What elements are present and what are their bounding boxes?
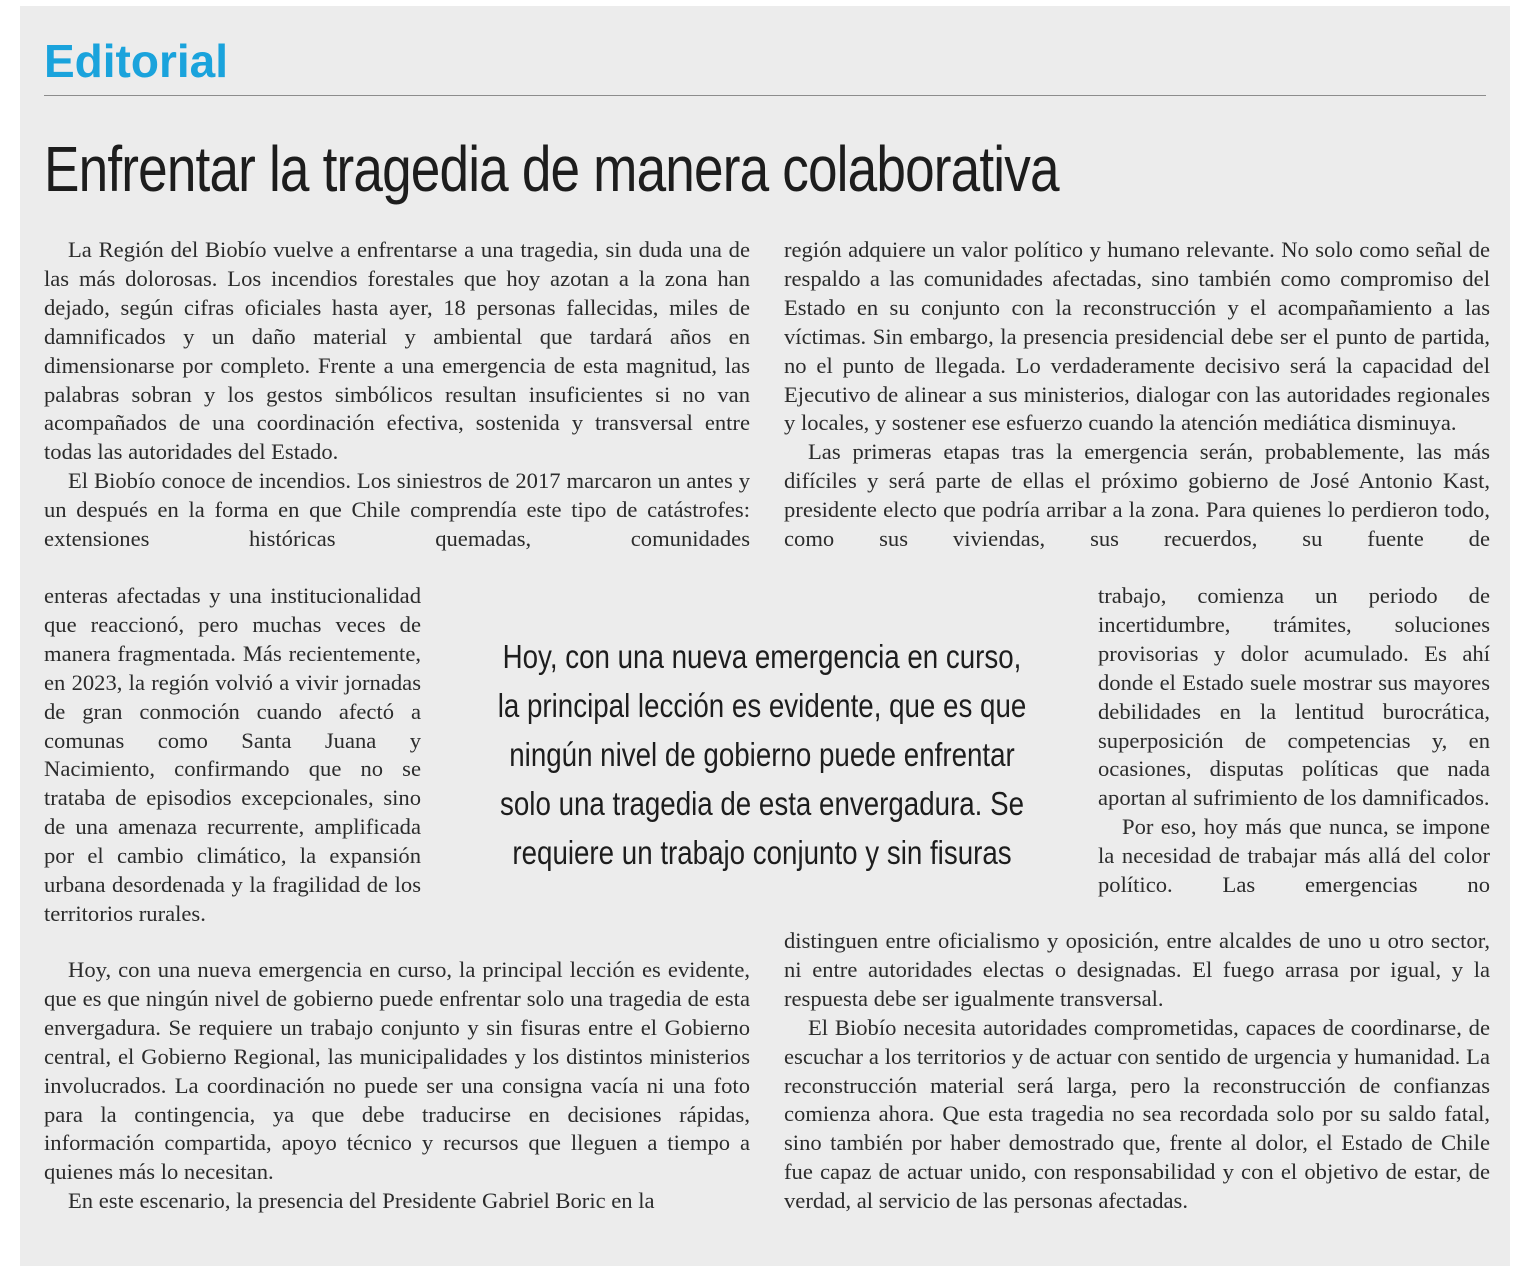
article-headline: Enfrentar la tragedia de manera colaborativa — [44, 133, 1059, 205]
section-divider — [44, 95, 1486, 96]
right-column-bottom — [784, 927, 1490, 1216]
paragraph-continuation: trabajo, comienza un periodo de incertidumbre, trámites, soluciones provisorias y dolor acumulado. Es ahí donde el Estado suele mostrar sus mayores debilidades en la lentitud burocrática, superposición de competencias y, en ocasiones, disputas políticas que nada aportan al sufrimiento de los damnificados. — [1098, 583, 1490, 811]
left-column-narrow — [44, 582, 421, 929]
paragraph: El Biobío necesita autoridades comprometidas, capaces de coordinarse, de escuchar a los territorios y de actuar con sentido de urgencia y humanidad. La reconstrucción material será larga, pero la reconstrucción de confianzas comienza ahora. Que esta tragedia no sea recordada solo por su saldo fatal, sino también por haber demostrado que, frente al dolor, el Estado de Chile fue capaz de actuar unido, con responsabilidad y con el objetivo de estar, de verdad, al servicio de las personas afectadas. — [784, 1014, 1490, 1214]
paragraph: En este escenario, la presencia del Presidente Gabriel Boric en la — [68, 1188, 655, 1214]
section-label: Editorial — [44, 35, 229, 87]
paragraph: Por eso, hoy más que nunca, se impone la necesidad de trabajar más allá del color político. Las emergencias no — [1098, 814, 1490, 898]
left-column-bottom — [44, 956, 750, 1216]
paragraph: Hoy, con una nueva emergencia en curso, la principal lección es evidente, que es que ningún nivel de gobierno puede enfrentar solo una tragedia de esta envergadura. Se requiere un trabajo conjunto y sin fisuras entre el Gobierno central, el Gobierno Regional, las municipalidades y los distintos ministerios involucrados. La coordinación no puede ser una consigna vacía ni una foto para la contingencia, ya que debe traducirse en decisiones rápidas, información compartida, apoyo técnico y recursos que lleguen a tiempo a quienes más lo necesitan. — [44, 957, 750, 1185]
paragraph-continuation: distinguen entre oficialismo y oposición, entre alcaldes de uno u otro sector, ni entre autoridades electas o designadas. El fuego arrasa por igual, y la respuesta debe ser igualmente transversal. — [784, 928, 1490, 1011]
paragraph: El Biobío conoce de incendios. Los siniestros de 2017 marcaron un antes y un después en la forma en que Chile comprendía este tipo de catástrofes: extensiones históricas quemadas, comunidades — [44, 468, 750, 552]
right-column-narrow — [1098, 582, 1490, 900]
paragraph: La Región del Biobío vuelve a enfrentarse a una tragedia, sin duda una de las más dolorosas. Los incendios forestales que hoy azotan a la zona han dejado, según cifras oficiales hasta ayer, 18 personas fallecidas, miles de damnificados y un daño material y ambiental que tardará años en dimensionarse por completo. Frente a una emergencia de esta magnitud, las palabras sobran y los gestos simbólicos resultan insuficientes si no van acompañados de una coordinación efectiva, sostenida y transversal entre todas las autoridades del Estado. — [44, 237, 750, 465]
paragraph-continuation: enteras afectadas y una institucionalidad que reaccionó, pero muchas veces de manera fragmentada. Más recientemente, en 2023, la región volvió a vivir jornadas de gran conmoción cuando afectó a comunas como Santa Juana y Nacimiento, confirmando que no se trataba de episodios excepcionales, sino de una amenaza recurrente, amplificada por el cambio climático, la expansión urbana desordenada y la fragilidad de los territorios rurales. — [44, 583, 421, 926]
paragraph-continuation: región adquiere un valor político y humano relevante. No solo como señal de respaldo a las comunidades afectadas, sino también como compromiso del Estado en su conjunto con la reconstrucción y el acompañamiento a las víctimas. Sin embargo, la presencia presidencial debe ser el punto de partida, no el punto de llegada. Lo verdaderamente decisivo será la capacidad del Ejecutivo de alinear a sus ministerios, dialogar con las autoridades regionales y locales, y sostener ese esfuerzo cuando la atención mediática disminuya. — [784, 237, 1490, 436]
right-column-top — [784, 236, 1490, 554]
left-column-top — [44, 236, 750, 554]
pull-quote: Hoy, con una nueva emergencia en curso, la principal lección es evidente, que es que ningún nivel de gobierno puede enfrentar solo una tragedia de esta envergadura. Se requiere un trabajo conjunto y sin fisuras — [497, 638, 1027, 871]
paragraph: Las primeras etapas tras la emergencia serán, probablemente, las más difíciles y será parte de ellas el próximo gobierno de José Antonio Kast, presidente electo que podría arribar a la zona. Para quienes lo perdieron todo, como sus viviendas, sus recuerdos, su fuente de — [784, 439, 1490, 552]
